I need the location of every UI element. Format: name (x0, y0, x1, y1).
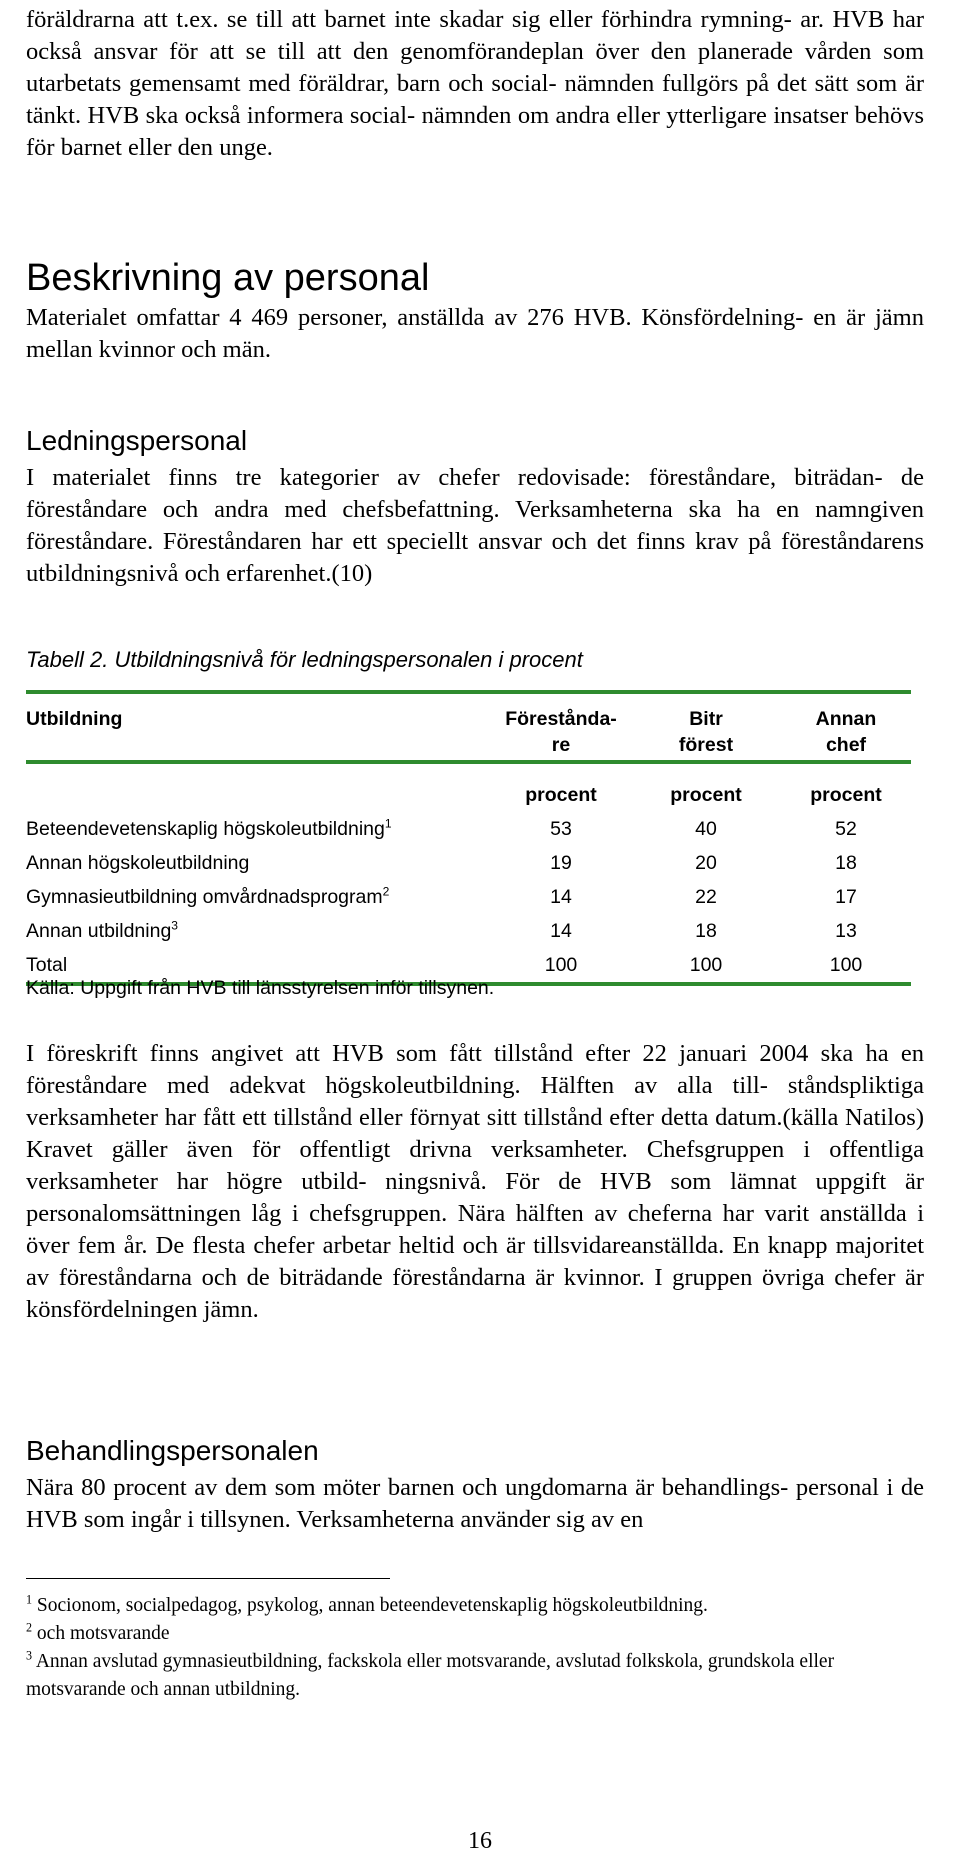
footnote-ref: 3 (171, 918, 179, 933)
table-cell: 13 (835, 920, 857, 942)
row-label (26, 818, 392, 841)
header-forestandare (496, 706, 626, 758)
table-cell: 100 (544, 954, 578, 976)
ledning-line: I materialet finns tre kategorier av chefer redovisade: föreståndare, biträdan- (26, 464, 883, 491)
foreskrift-line: ståndspliktiga verksamheter har fått ett tillstånd eller förnyat sitt tillstånd (26, 1072, 924, 1131)
behandling-line: personal i de HVB som ingår i tillsynen. Verksamheterna använder sig av en (26, 1474, 925, 1533)
intro-line: planerade vården som utarbetats gemensamt med föräldrar, barn och social- (26, 38, 925, 97)
row-label-text: Beteendevetenskaplig högskoleutbildning (26, 818, 385, 840)
footnote-text: Socionom, socialpedagog, psykolog, annan beteendevetenskaplig högskoleutbildning. (32, 1595, 708, 1616)
footnote-item (26, 1592, 924, 1620)
unit-cell: procent (525, 784, 597, 806)
table-cell: 18 (835, 852, 857, 874)
footnote-number: 3 (26, 1648, 33, 1663)
table-cell: 17 (835, 886, 857, 908)
header-line: chef (825, 734, 867, 756)
table-cell: 14 (550, 886, 572, 908)
row-label (26, 954, 67, 977)
foreskrift-line: ha en föreståndare med adekvat högskoleutbildning. Hälften av alla till- (26, 1040, 925, 1099)
table-cell: 40 (695, 818, 717, 840)
header-line: re (551, 734, 571, 756)
table-row (26, 880, 911, 914)
row-label (26, 852, 249, 875)
header-bitr-forest (641, 706, 771, 758)
intro-line: föräldrarna att t.ex. se till att barnet inte skadar sig eller förhindra rymning- (26, 6, 792, 33)
personal-paragraph (26, 302, 924, 366)
intro-line: nämnden om andra eller ytterligare insatser behövs för barnet eller den (26, 102, 924, 161)
table-row (26, 846, 911, 880)
footnotes (26, 1592, 924, 1704)
intro-line: nämnden fullgörs på det sätt som är tänkt. HVB ska också informera social- (26, 70, 925, 129)
footnote-number: 1 (26, 1592, 33, 1607)
row-label-text: Total (26, 954, 68, 976)
header-line: förest (678, 734, 734, 756)
header-annan-chef (781, 706, 911, 758)
header-line: Bitr (689, 708, 723, 730)
header-line: Förestånda- (505, 708, 617, 730)
foreskrift-line: ningsnivå. För de HVB som lämnat uppgift är personalomsättningen låg i (26, 1168, 925, 1227)
foreskrift-line: föreståndarna och de biträdande föreståndarna är kvinnor. I gruppen övriga (58, 1264, 825, 1291)
header-utbildning: Utbildning (26, 708, 123, 730)
unit-cell: procent (810, 784, 882, 806)
foreskrift-line: chefsgruppen. Nära hälften av cheferna har varit anställda i över fem år. De (26, 1200, 925, 1259)
foreskrift-line: efter detta datum.(källa Natilos) Kravet gäller även för offentligt drivna (26, 1104, 924, 1163)
personal-line: Materialet omfattar 4 469 personer, anställda av 276 HVB. Könsfördelning- (26, 304, 804, 331)
ledning-line: de föreståndare och andra med chefsbefattning. Verksamheterna ska ha en (26, 464, 925, 523)
intro-paragraph (26, 4, 924, 164)
table-cell: 14 (550, 920, 572, 942)
row-label (26, 920, 178, 943)
row-label-text: Gymnasieutbildning omvårdnadsprogram (26, 886, 383, 908)
footnote-number: 2 (26, 1620, 33, 1635)
behandling-paragraph (26, 1472, 924, 1536)
table-cell: 53 (550, 818, 572, 840)
table-row (26, 914, 911, 948)
section-heading-ledning: Ledningspersonal (26, 425, 248, 456)
table-row (26, 812, 911, 846)
footnote-text: och motsvarande (32, 1623, 170, 1644)
table-cell: 19 (550, 852, 572, 874)
table-cell: 20 (695, 852, 717, 874)
row-label (26, 886, 389, 909)
footnote-ref: 2 (382, 884, 390, 899)
intro-line: ar. HVB har också ansvar för att se till att den genomförandeplan över den (26, 6, 924, 65)
personal-line: en är jämn mellan kvinnor och män. (26, 304, 924, 363)
page-number: 16 (468, 1828, 492, 1854)
table-cell: 18 (695, 920, 717, 942)
foreskrift-line: chefer är könsfördelningen jämn. (26, 1264, 924, 1323)
ledning-line: namngiven föreståndare. Föreståndaren har ett speciellt ansvar och det finns (26, 496, 925, 555)
table-caption: Tabell 2. Utbildningsnivå för ledningspersonalen i procent (26, 647, 583, 672)
table-header-row (26, 694, 911, 760)
footnote-separator (26, 1578, 390, 1579)
education-table (26, 690, 911, 986)
header-line: Annan (815, 708, 877, 730)
behandling-line: Nära 80 procent av dem som möter barnen och ungdomarna är behandlings- (26, 1474, 789, 1501)
intro-line: unge. (219, 134, 273, 161)
table-cell: 100 (829, 954, 863, 976)
table-cell: 52 (835, 818, 857, 840)
footnote-item (26, 1620, 924, 1648)
unit-cell: procent (670, 784, 742, 806)
table-cell: 22 (695, 886, 717, 908)
table-cell: 100 (689, 954, 723, 976)
section-heading-behandling: Behandlingspersonalen (26, 1435, 319, 1466)
row-label-text: Annan högskoleutbildning (26, 852, 250, 874)
footnote-text: Annan avslutad gymnasieutbildning, fackskola eller motsvarande, avslutad folkskola, grundskola eller motsvarande och annan utbildning. (26, 1651, 835, 1700)
footnote-item (26, 1648, 924, 1704)
foreskrift-line: I föreskrift finns angivet att HVB som fått tillstånd efter 22 januari 2004 ska (26, 1040, 854, 1067)
foreskrift-paragraph (26, 1038, 924, 1326)
table-source: Källa: Uppgift från HVB till länsstyrelsen inför tillsynen. (26, 977, 495, 999)
ledning-paragraph (26, 462, 924, 590)
section-heading-personal: Beskrivning av personal (26, 257, 430, 299)
footnote-ref: 1 (384, 816, 392, 831)
table-unit-row (26, 778, 911, 812)
foreskrift-line: verksamheter. Chefsgruppen i offentliga verksamheter har högre utbild- (26, 1136, 925, 1195)
row-label-text: Annan utbildning (26, 920, 172, 942)
ledning-line: krav på föreståndarens utbildningsnivå och erfarenhet.(10) (26, 528, 924, 587)
foreskrift-line: flesta chefer arbetar heltid och är tillsvidareanställda. En knapp majoritet av (26, 1232, 925, 1291)
